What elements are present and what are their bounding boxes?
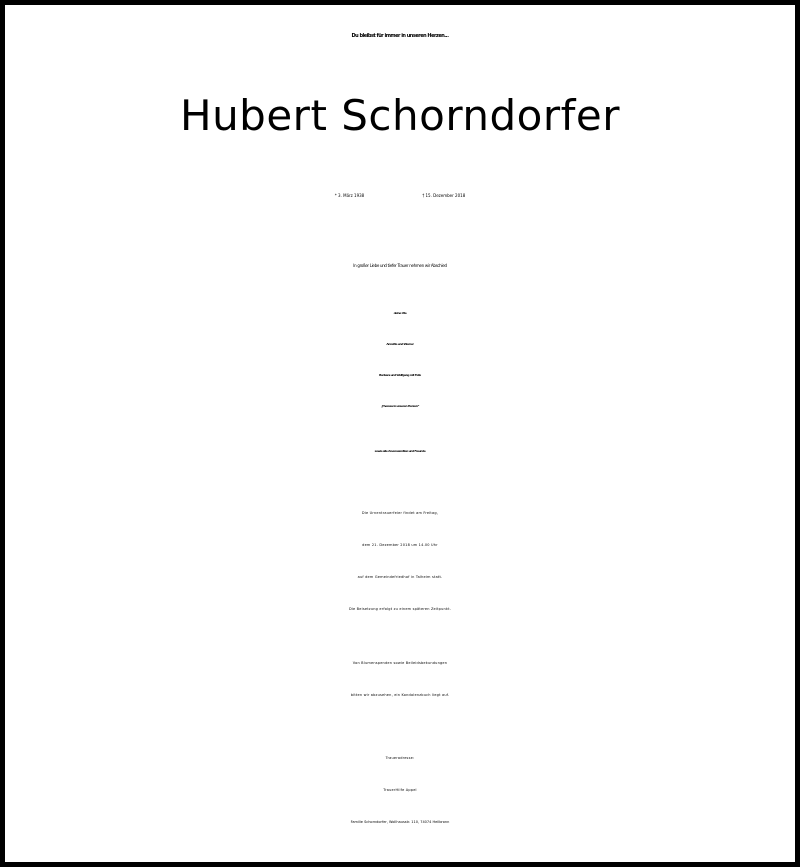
farewell-intro: In großer Liebe und tiefer Trauer nehmen wir Abschied: [353, 263, 447, 268]
death-date: † 15. Dezember 2018: [422, 193, 466, 198]
ceremony-line: Die Beisetzung erfolgt zu einem späteren Zeitpunkt.: [348, 607, 452, 611]
mourner-line: Barbara und Wolfgang mit Felix: [379, 373, 421, 377]
birth-date: * 3. März 1938: [334, 193, 365, 198]
deceased-name: Hubert Schorndorfer: [179, 91, 621, 140]
address-line: TrauerHilfe Appel: [383, 788, 417, 792]
address-line: Familie Schorndorfer, Wollhausstr. 110, 74074 Heilbronn: [350, 820, 450, 824]
mourner-line: Annette und Werner: [386, 342, 414, 346]
life-dates: [5, 193, 795, 198]
ceremony-line: dem 21. Dezember 2018 um 14.00 Uhr: [362, 543, 438, 547]
mourner-line-relatives: sowie alle Anverwandten und Freunde: [374, 449, 426, 453]
address-label: Traueradresse:: [385, 756, 415, 760]
motto-heading: Du bleibst für immer in unseren Herzen...: [351, 33, 449, 39]
flowers-line: bitten wir abzusehen, ein Kondolenzbuch liegt auf.: [350, 693, 450, 697]
flowers-line: Von Blumenspenden sowie Beileidsbekundungen: [352, 661, 448, 665]
mourner-line: deine Ute: [393, 311, 407, 315]
mourner-line: „Theresa in unseren Herzen“: [380, 404, 420, 408]
ceremony-line: Die Urnentrauerfeier findet am Freitag,: [361, 511, 439, 515]
ceremony-line: auf dem Gemeindefriedhof in Talheim statt.: [357, 575, 443, 579]
